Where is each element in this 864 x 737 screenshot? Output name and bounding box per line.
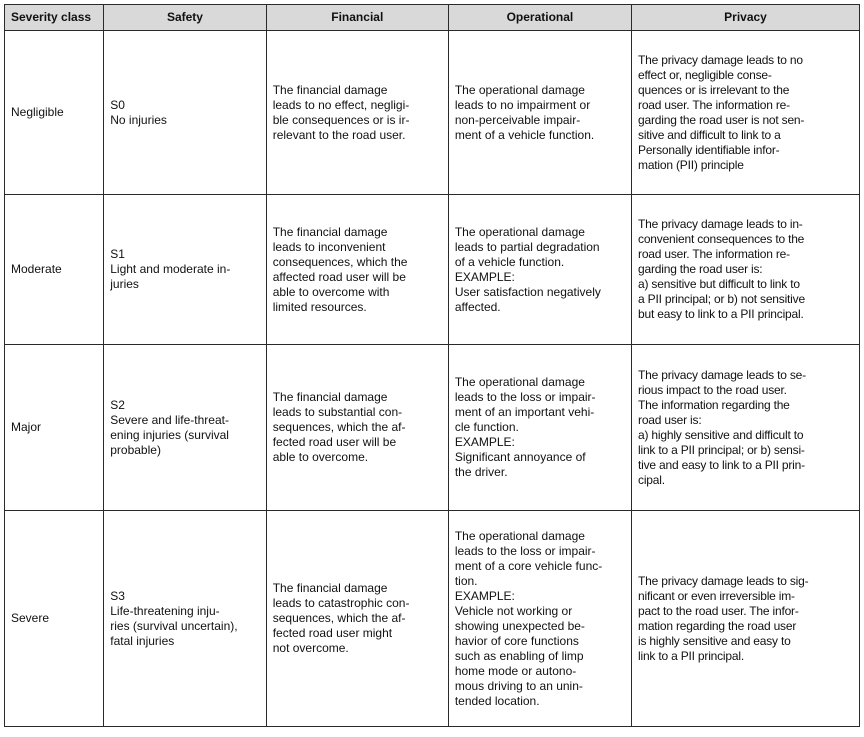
cell-privacy: The privacy damage leads to no effect or, negligible conse- quences or is irrelevant to the road user. The information re- garding the road user is not sen- sitive and difficult to link to a Personally identifiable infor- mation (PII) principle [632, 31, 860, 195]
cell-operational: The operational damage leads to the loss or impair- ment of an important vehi- cle function. EXAMPLE: Significant annoyance of the driver. [448, 345, 631, 511]
cell-financial: The financial damage leads to no effect, negligi- ble consequences or is ir- relevant to the road user. [266, 31, 448, 195]
cell-safety: S1 Light and moderate in- juries [104, 195, 266, 345]
table-row-moderate [5, 195, 860, 345]
header-severity-class: Severity class [5, 5, 104, 31]
cell-safety: S2 Severe and life-threat- ening injuries (survival probable) [104, 345, 266, 511]
header-financial: Financial [266, 5, 448, 31]
header-operational: Operational [448, 5, 631, 31]
severity-classification-table [4, 4, 860, 727]
cell-severity-class: Moderate [5, 195, 104, 345]
header-safety: Safety [104, 5, 266, 31]
cell-financial: The financial damage leads to catastrophic con- sequences, which the af- fected road user might not overcome. [266, 511, 448, 727]
table-row-negligible [5, 31, 860, 195]
cell-operational: The operational damage leads to no impairment or non-perceivable impair- ment of a vehicle function. [448, 31, 631, 195]
table-header-row [5, 5, 860, 31]
cell-financial: The financial damage leads to substantial con- sequences, which the af- fected road user will be able to overcome. [266, 345, 448, 511]
cell-safety: S0 No injuries [104, 31, 266, 195]
cell-operational: The operational damage leads to partial degradation of a vehicle function. EXAMPLE: User satisfaction negatively affected. [448, 195, 631, 345]
cell-privacy: The privacy damage leads to se- rious impact to the road user. The information regarding the road user is: a) highly sensitive and difficult to link to a PII principal; or b) sensi- tive and easy to link to a PII prin- cipal. [632, 345, 860, 511]
table-row-severe [5, 511, 860, 727]
cell-severity-class: Severe [5, 511, 104, 727]
cell-privacy: The privacy damage leads to in- convenient consequences to the road user. The information re- garding the road user is: a) sensitive but difficult to link to a PII principal; or b) not sensitive but easy to link to a PII principal. [632, 195, 860, 345]
cell-severity-class: Negligible [5, 31, 104, 195]
header-privacy: Privacy [632, 5, 860, 31]
cell-financial: The financial damage leads to inconvenient consequences, which the affected road user will be able to overcome with limited resources. [266, 195, 448, 345]
table-row-major [5, 345, 860, 511]
cell-operational: The operational damage leads to the loss or impair- ment of a core vehicle func- tion. EXAMPLE: Vehicle not working or showing unexpected be- havior of core functions such as enabling of limp home mode or autono- mous driving to an unin- tended location. [448, 511, 631, 727]
cell-severity-class: Major [5, 345, 104, 511]
cell-safety: S3 Life-threatening inju- ries (survival uncertain), fatal injuries [104, 511, 266, 727]
cell-privacy: The privacy damage leads to sig- nificant or even irreversible im- pact to the road user. The infor- mation regarding the road user is highly sensitive and easy to link to a PII principal. [632, 511, 860, 727]
